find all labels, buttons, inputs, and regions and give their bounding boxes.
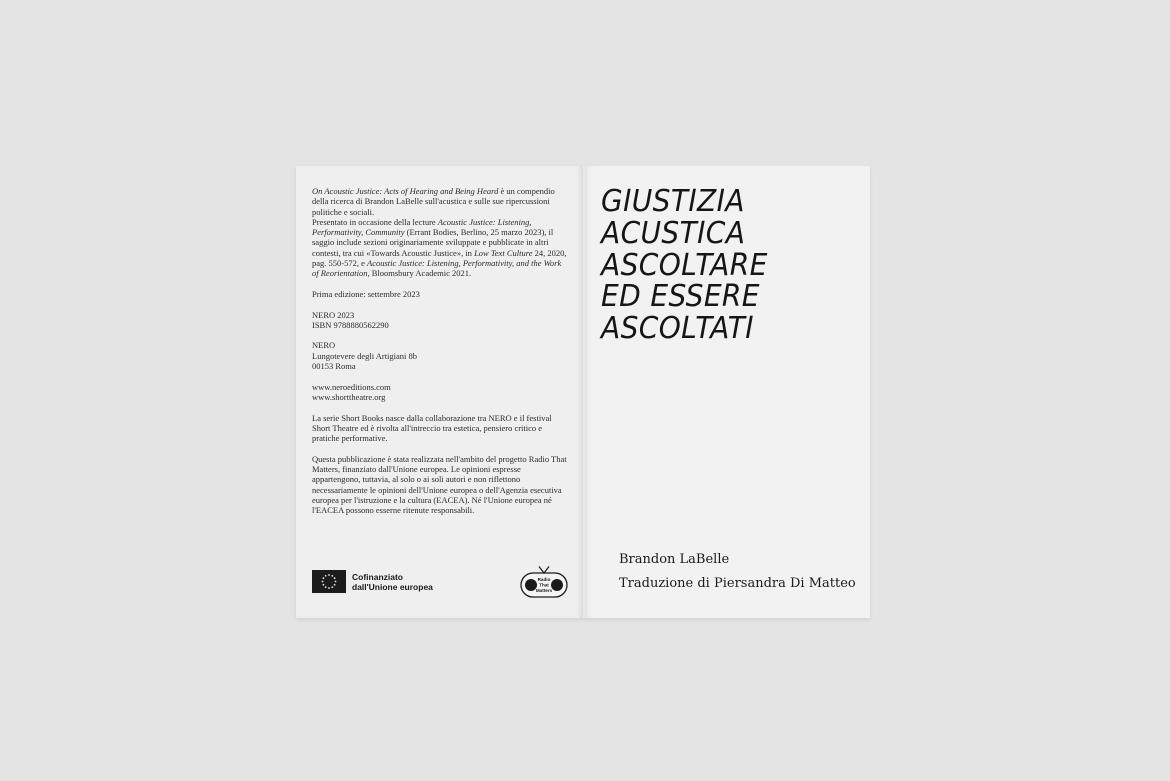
- website-nero: www.neroeditions.com: [312, 381, 391, 392]
- eu-caption-line-2: dall'Unione europea: [352, 581, 433, 592]
- website-short-theatre: www.shorttheatre.org: [312, 391, 386, 402]
- presented-text-c: 24, 2020, pag. 550-572, e: [312, 247, 567, 269]
- publisher-address: [312, 340, 568, 371]
- publisher-city: 00153 Roma: [312, 361, 356, 372]
- open-booklet: [296, 166, 870, 618]
- publisher-street: Lungotevere degli Artigiani 8b: [312, 350, 418, 361]
- radio-that-matters-logo: [520, 566, 568, 598]
- presented-text-a: Presentato in occasione della lecture: [312, 216, 438, 227]
- intro-paragraph: [312, 186, 568, 279]
- eu-cofunding-logo: [312, 570, 452, 593]
- first-edition: Prima edizione: settembre 2023: [312, 288, 420, 299]
- radio-speaker-right: [551, 579, 563, 591]
- journal-title: Low Text Culture: [474, 247, 533, 258]
- eu-flag-icon: [312, 570, 346, 593]
- colophon-text: [312, 186, 568, 516]
- isbn: ISBN 9788880562290: [312, 319, 389, 330]
- intro-text: è un compendio della ricerca di Brandon LaBelle sull'acustica e sulle sue ripercussioni politiche e sociali.: [312, 186, 555, 217]
- title-line-2: ACUSTICA: [601, 215, 746, 251]
- presented-text-b: (Errant Bodies, Berlino, 25 marzo 2023), il saggio include sezioni originariamente sviluppate e pubblicate in altri contesti, tra cui «Towards Acoustic Justice», in: [312, 227, 554, 258]
- websites: [312, 382, 568, 403]
- funding-disclaimer: Questa pubblicazione è stata realizzata nell'ambito del progetto Radio That Matters, finanziato dall'Unione europea. Le opinioni espresse appartengono, tuttavia, al solo o ai soli autori e non riflettono necessariamente le opinioni dell'Unione europea o dell'Agenzia esecutiva europea per l'istruzione e la cultura (EACEA). Né l'Unione europea né l'EACEA possono esserne ritenute responsabili.: [312, 453, 567, 516]
- antenna-right: [544, 567, 549, 574]
- book-reference-title: Acoustic Justice: Listening, Performativity, and the Work of Reorientation: [312, 258, 562, 279]
- radio-label-line-1: Radio: [537, 577, 551, 582]
- copyright-block: [312, 310, 568, 331]
- copyright: NERO 2023: [312, 309, 355, 320]
- eu-logo-caption: [352, 572, 452, 592]
- lecture-title: Acoustic Justice: Listening, Performativity, Community: [312, 216, 532, 238]
- cover-page: [585, 166, 870, 618]
- antenna-left: [539, 567, 544, 574]
- title-line-3: ASCOLTARE: [601, 247, 768, 283]
- title-line-5: ASCOLTATI: [601, 311, 754, 347]
- series-note: La serie Short Books nasce dalla collaborazione tra NERO e il festival Short Theatre ed è rivolta all'intreccio tra estetica, pensiero critico e pratiche performative.: [312, 412, 552, 444]
- radio-label-line-3: Matters: [535, 588, 553, 593]
- presented-text-d: , Bloomsbury Academic 2021.: [367, 268, 472, 279]
- logo-strip: [312, 566, 568, 598]
- book-original-title: On Acoustic Justice: Acts of Hearing and Being Heard: [312, 186, 499, 196]
- colophon-page: [296, 166, 583, 618]
- author-name: Brandon LaBelle: [619, 552, 730, 567]
- translator-credit: Traduzione di Piersandra Di Matteo: [619, 576, 856, 591]
- publisher-name: NERO: [312, 340, 336, 351]
- eu-caption-line-1: Cofinanziato: [352, 571, 403, 582]
- title-line-4: ED ESSERE: [601, 279, 760, 315]
- radio-label-line-2: That: [539, 582, 549, 588]
- cover-title: [601, 186, 768, 345]
- title-line-1: GIUSTIZIA: [601, 184, 745, 219]
